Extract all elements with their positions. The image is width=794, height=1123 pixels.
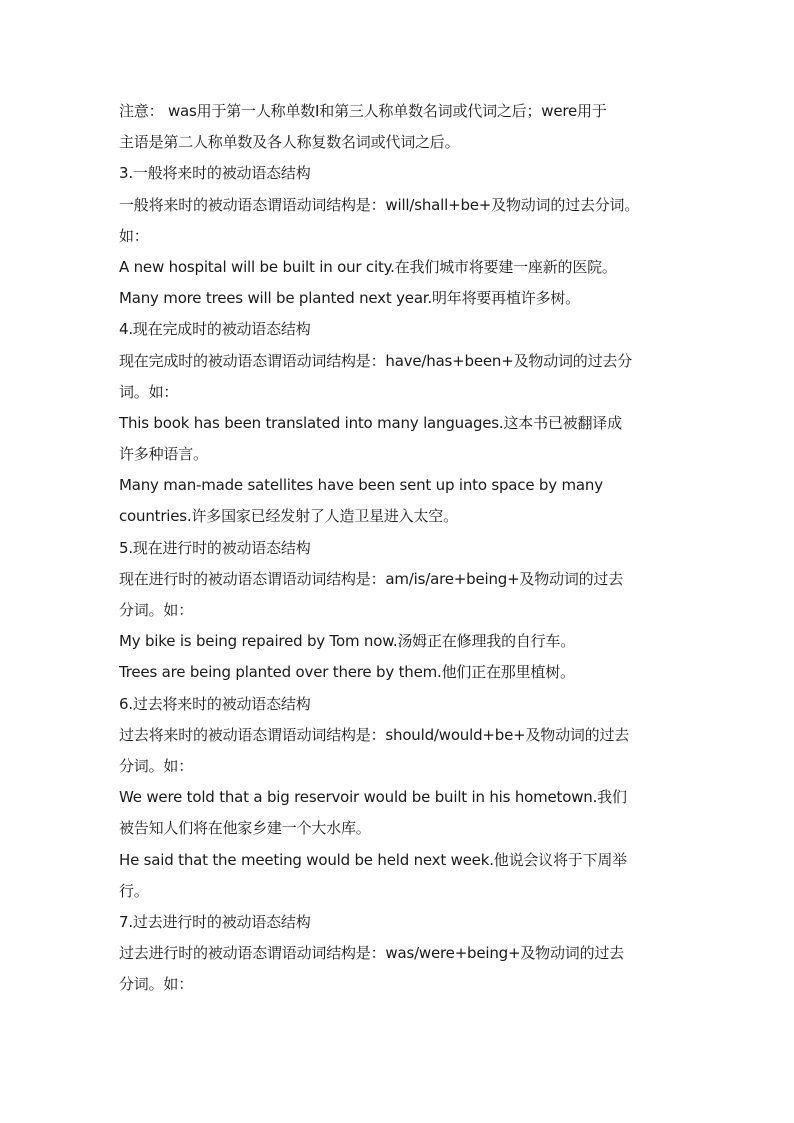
- section-heading: 6.过去将来时的被动语态结构: [119, 694, 311, 713]
- example-sentence: He said that the meeting would be held next week.他说会议将于下周举: [119, 850, 627, 869]
- document-page: [119, 96, 691, 1000]
- rule-text: 分词。如：: [119, 601, 194, 619]
- example-sentence: 行。: [119, 881, 149, 900]
- rule-text: 词。如：: [119, 382, 179, 401]
- example-sentence: Many more trees will be planted next year.明年将要再植许多树。: [119, 289, 580, 308]
- section-heading: 3.一般将来时的被动语态结构: [119, 164, 311, 183]
- note-line: 主语是第二人称单数及各人称复数名词或代词之后。: [119, 133, 460, 152]
- example-sentence: countries.许多国家已经发射了人造卫星进入太空。: [119, 507, 458, 526]
- rule-text: 分词。如：: [119, 975, 194, 994]
- section-heading: 5.现在进行时的被动语态结构: [119, 538, 311, 557]
- example-sentence: We were told that a big reservoir would be built in his hometown.我们: [119, 788, 627, 807]
- rule-text: 过去将来时的被动语态谓语动词结构是：should/would+be+及物动词的过去: [119, 725, 630, 744]
- note-line: 注意： was用于第一人称单数Ⅰ和第三人称单数名词或代词之后；were用于: [119, 102, 607, 120]
- rule-text: 如：: [119, 226, 149, 245]
- example-sentence: Trees are being planted over there by them.他们正在那里植树。: [119, 663, 575, 682]
- section-heading: 4.现在完成时的被动语态结构: [119, 320, 311, 339]
- rule-text: 现在完成时的被动语态谓语动词结构是：have/has+been+及物动词的过去分: [119, 351, 632, 370]
- rule-text: 一般将来时的被动语态谓语动词结构是：will/shall+be+及物动词的过去分词。: [119, 195, 640, 214]
- example-sentence: My bike is being repaired by Tom now.汤姆正在修理我的自行车。: [119, 632, 576, 651]
- section-heading: 7.过去进行时的被动语态结构: [119, 912, 311, 931]
- example-sentence: Many man-made satellites have been sent up into space by many: [119, 476, 603, 495]
- example-sentence: A new hospital will be built in our city.在我们城市将要建一座新的医院。: [119, 257, 617, 276]
- rule-text: 现在进行时的被动语态谓语动词结构是：am/is/are+being+及物动词的过去: [119, 569, 624, 588]
- example-sentence: 被告知人们将在他家乡建一个大水库。: [119, 819, 371, 838]
- rule-text: 过去进行时的被动语态谓语动词结构是：was/were+being+及物动词的过去: [119, 944, 624, 963]
- example-sentence: 许多种语言。: [119, 445, 208, 464]
- rule-text: 分词。如：: [119, 756, 194, 775]
- example-sentence: This book has been translated into many languages.这本书已被翻译成: [119, 413, 622, 432]
